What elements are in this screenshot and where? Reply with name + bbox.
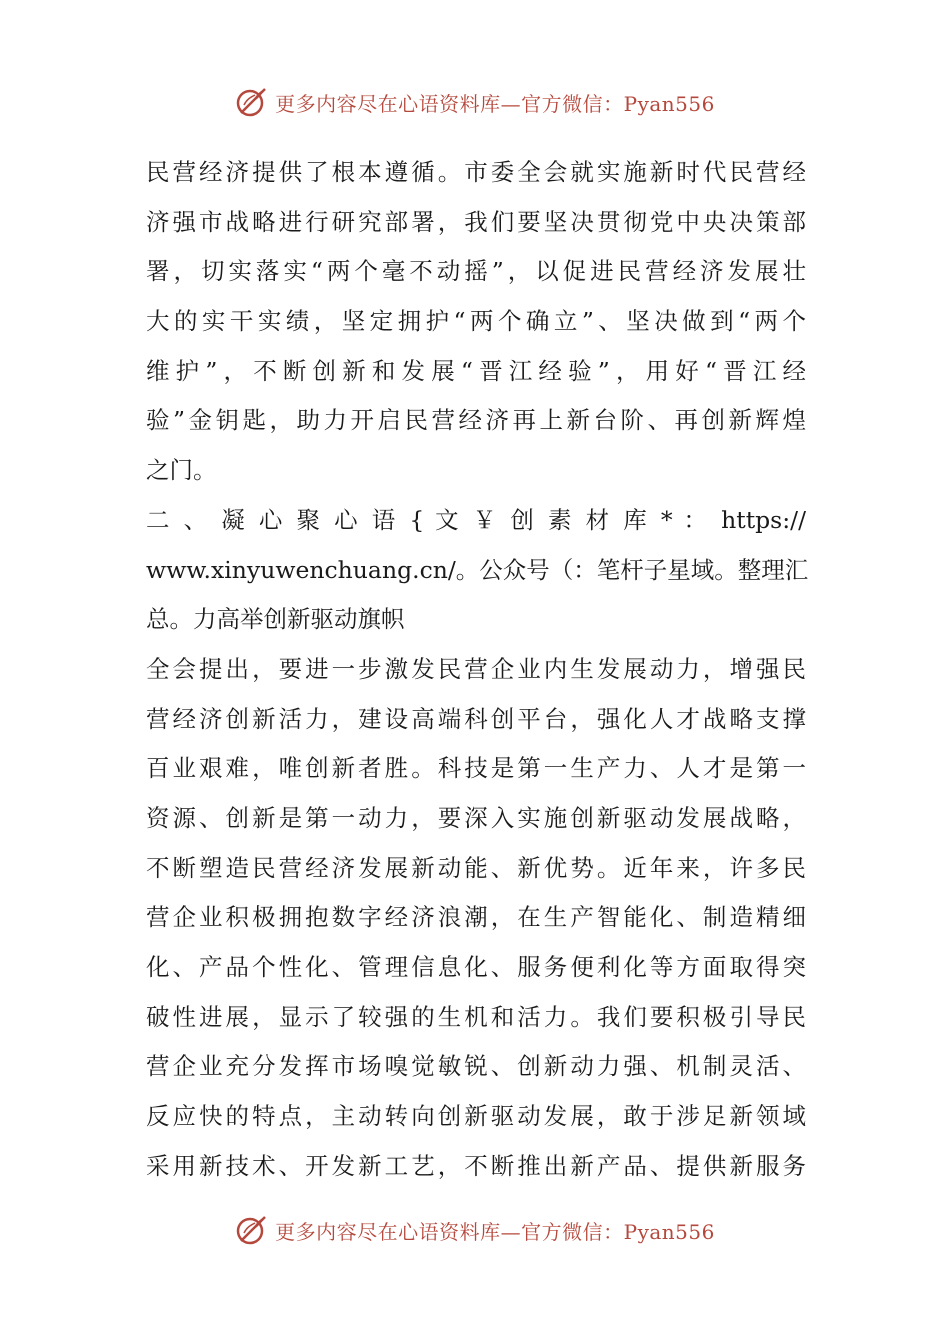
text-line: 百业艰难，唯创新者胜。科技是第一生产力、人才是第一 [146, 754, 806, 783]
text-line: 资源、创新是第一动力，要深入实施创新驱动发展战略， [146, 803, 806, 832]
text-line: 验”金钥匙，助力开启民营经济再上新台阶、再创新辉煌 [146, 406, 806, 435]
text-line: 破性进展，显示了较强的生机和活力。我们要积极引导民 [146, 1002, 806, 1031]
text-line: 全会提出，要进一步激发民营企业内生发展动力，增强民 [146, 654, 806, 683]
section-heading-line: www.xinyuwenchuang.cn/。公众号（：笔杆子星域。整理汇 [146, 555, 809, 584]
banner-text: 更多内容尽在心语资料库—官方微信：Pyan556 [275, 1219, 715, 1244]
section-heading-line: 总。力高举创新驱动旗帜 [146, 605, 405, 634]
text-line: 大的实干实绩，坚定拥护“两个确立”、坚决做到“两个 [146, 307, 806, 336]
text-line: 署，切实落实“两个毫不动摇”，以促进民营经济发展壮 [146, 257, 806, 286]
document-body [146, 148, 809, 1191]
text-line: 反应快的特点，主动转向创新驱动发展，敢于涉足新领域 [146, 1102, 806, 1131]
banner-text: 更多内容尽在心语资料库—官方微信：Pyan556 [275, 91, 715, 116]
text-line: 不断塑造民营经济发展新动能、新优势。近年来，许多民 [146, 853, 806, 882]
section-heading-line: 二 、 凝 心 聚 心 语 { 文 ￥ 创 素 材 库 * ： https:// [146, 505, 806, 534]
text-line: 营企业积极拥抱数字经济浪潮，在生产智能化、制造精细 [146, 903, 806, 932]
text-line: 民营经济提供了根本遵循。市委全会就实施新时代民营经 [146, 158, 806, 186]
text-line: 化、产品个性化、管理信息化、服务便利化等方面取得突 [146, 953, 806, 981]
text-line: 营企业充分发挥市场嗅觉敏锐、创新动力强、机制灵活、 [146, 1052, 806, 1081]
header-banner [0, 82, 950, 122]
footer-banner [0, 1210, 950, 1250]
text-line: 营经济创新活力，建设高端科创平台，强化人才战略支撑 [146, 704, 806, 733]
quill-logo-icon [235, 1213, 269, 1247]
text-line: 采用新技术、开发新工艺，不断推出新产品、提供新服务 [146, 1151, 806, 1180]
text-line: 之门。 [146, 456, 217, 485]
text-line: 维护”，不断创新和发展“晋江经验”，用好“晋江经 [146, 356, 806, 385]
quill-logo-icon [235, 85, 269, 119]
text-line: 济强市战略进行研究部署，我们要坚决贯彻党中央决策部 [146, 207, 806, 236]
